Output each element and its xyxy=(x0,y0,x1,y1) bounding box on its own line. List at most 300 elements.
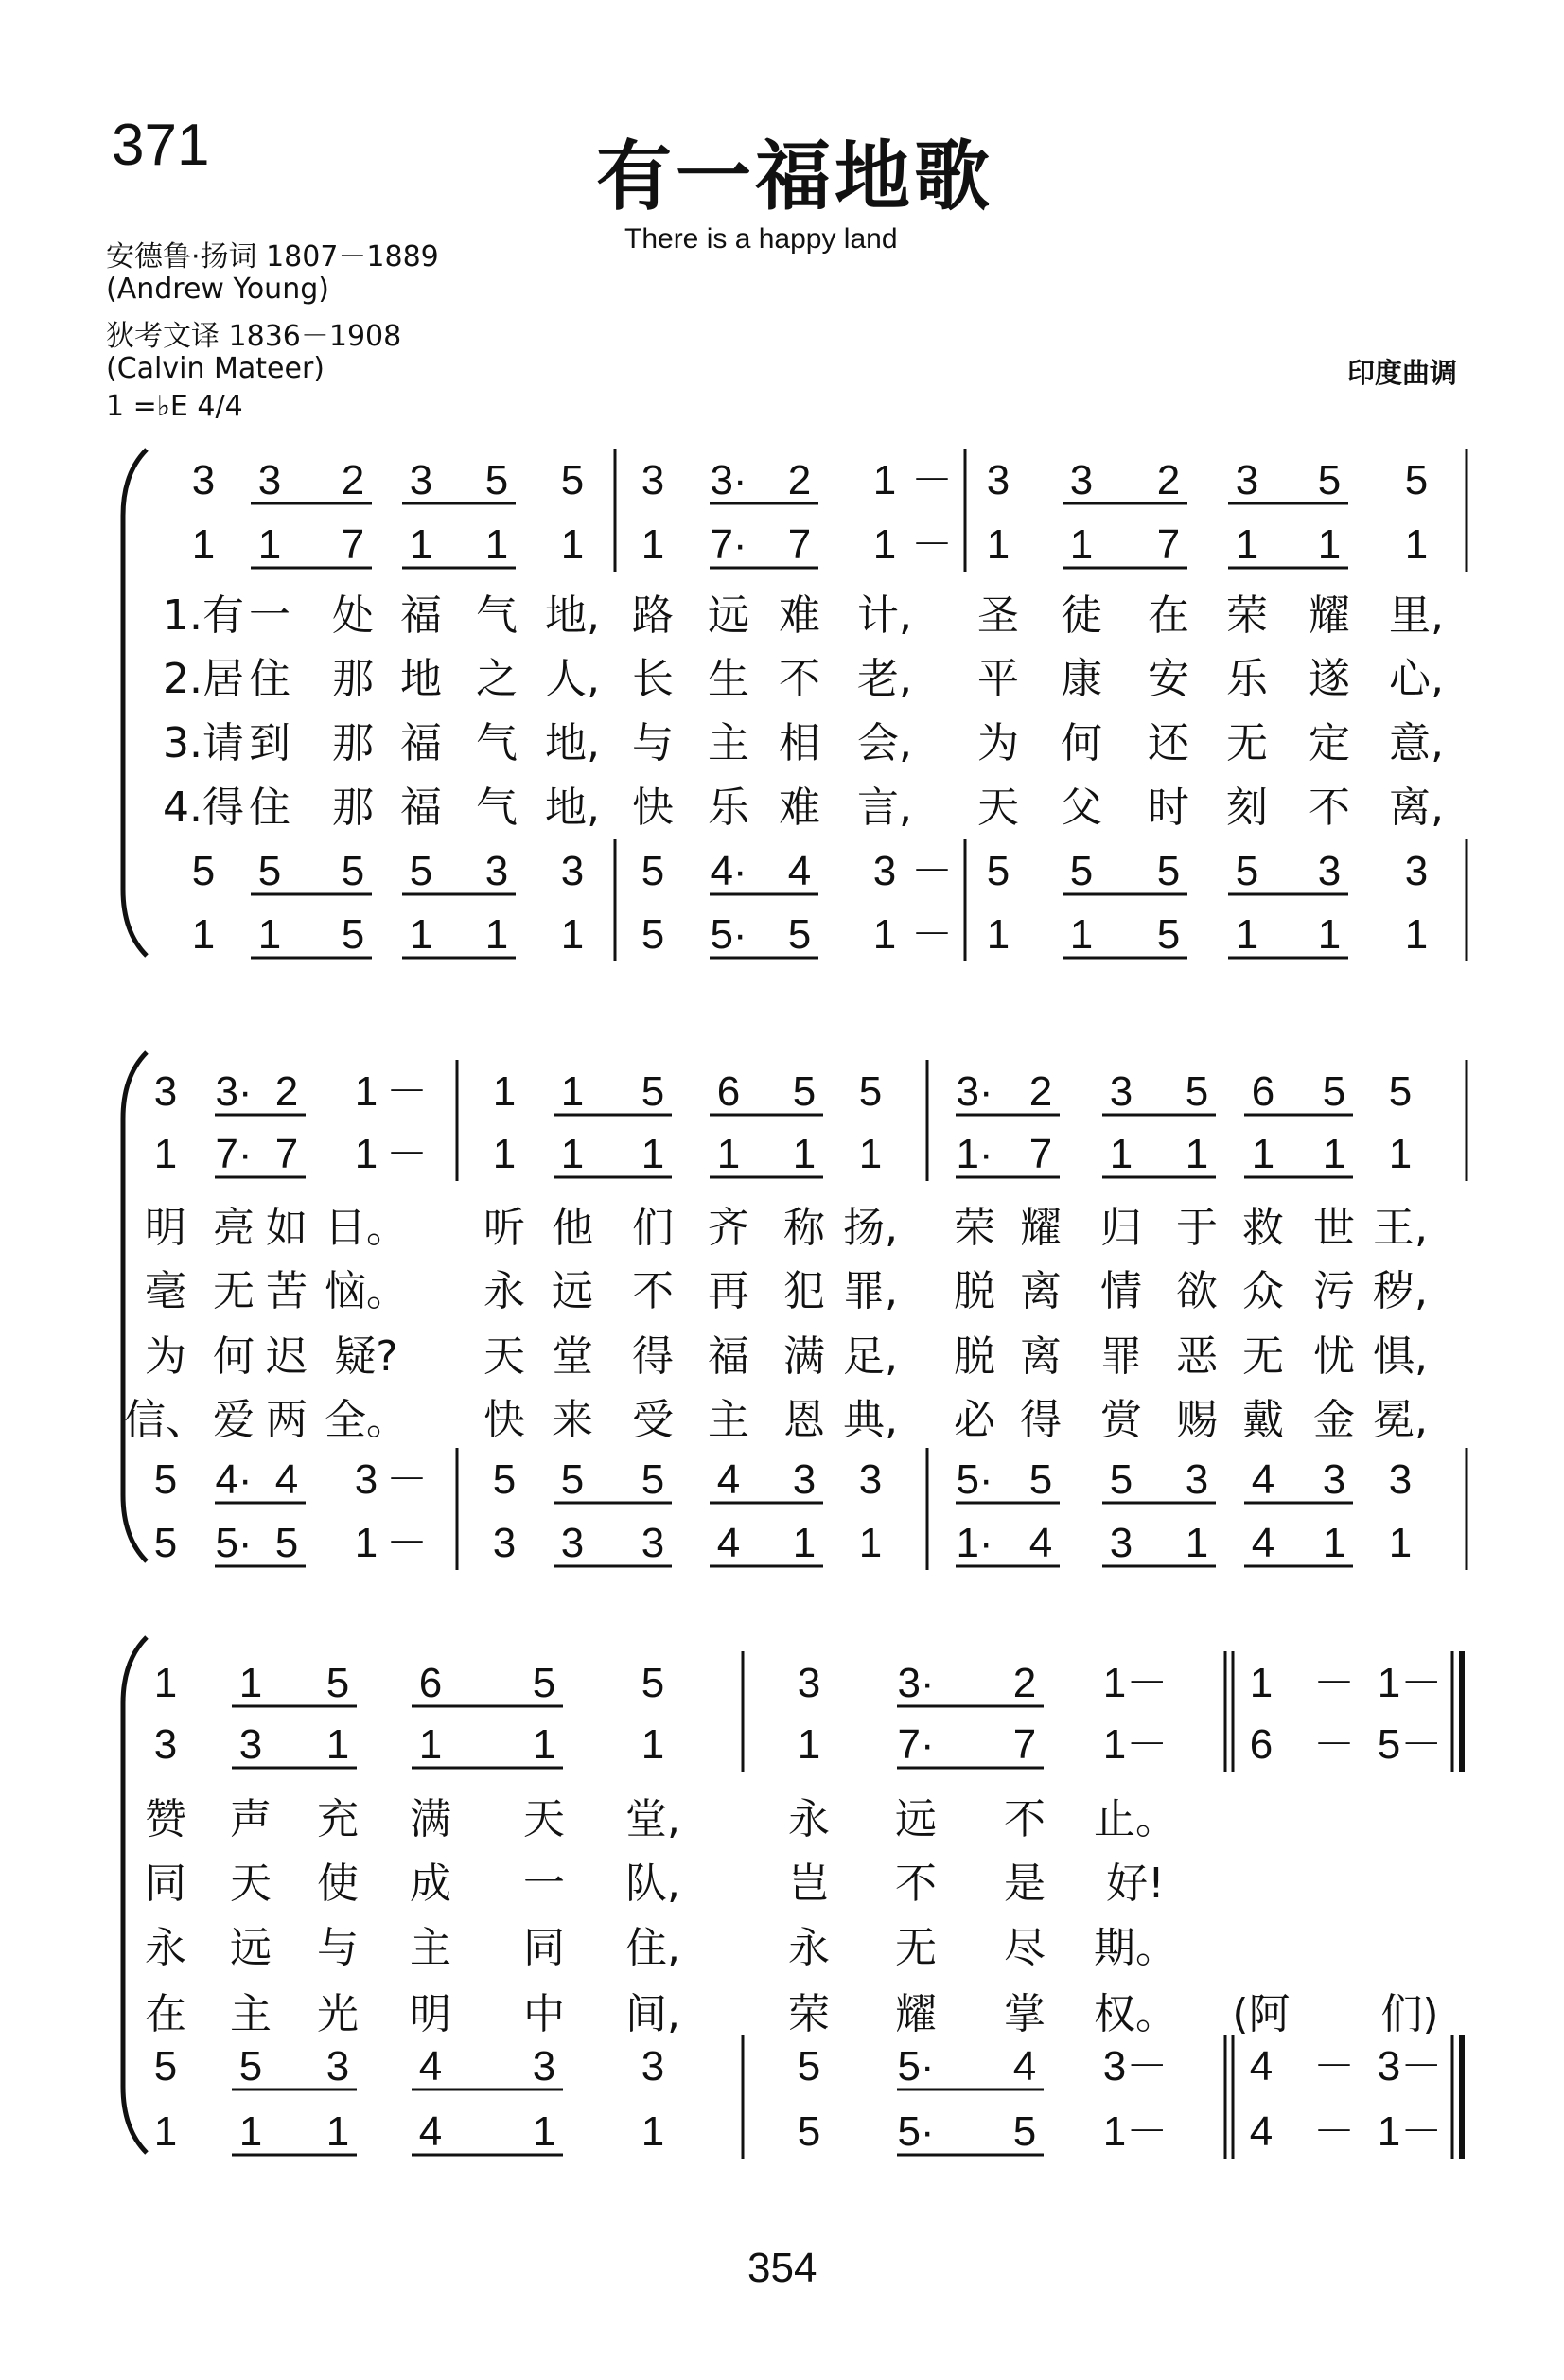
soprano-note: 3· xyxy=(215,1068,253,1115)
bass-note: 1 xyxy=(560,911,585,958)
alto-note: 1 xyxy=(641,521,665,568)
alto-note: 1－ xyxy=(1102,1721,1169,1768)
verse-1-syllable: 远 xyxy=(895,1795,937,1843)
bass-note: 1 xyxy=(1317,911,1342,958)
soprano-note: 5 xyxy=(1404,457,1429,503)
verse-1-syllable: 永 xyxy=(788,1795,830,1843)
lyricist-english-name: (Andrew Young) xyxy=(106,273,329,306)
verse-1-syllable: 荣 xyxy=(954,1204,995,1252)
verse-4-syllable: 耀 xyxy=(895,1990,937,2038)
verse-3-syllable: 福 xyxy=(400,719,442,767)
verse-1-syllable: 路 xyxy=(632,591,674,640)
tenor-note: 4· xyxy=(710,848,747,894)
verse-3-syllable: 为 xyxy=(145,1332,186,1381)
verse-4-syllable: (阿 xyxy=(1232,1990,1291,2038)
bass-note: 1 xyxy=(1235,911,1259,958)
verse-2-syllable: 遂 xyxy=(1309,655,1350,703)
verse-3-syllable: 与 xyxy=(317,1924,359,1972)
soprano-note: 3 xyxy=(797,1660,821,1706)
soprano-note: 5 xyxy=(484,457,509,503)
soprano-note: 5 xyxy=(325,1660,350,1706)
tenor-note: 5 xyxy=(641,1456,665,1503)
verse-2-syllable: 秽, xyxy=(1373,1267,1428,1315)
verse-3-syllable: 为 xyxy=(977,719,1019,767)
verse-2-syllable: 无 xyxy=(213,1267,255,1315)
soprano-note: 3· xyxy=(897,1660,935,1706)
verse-1-syllable: 止。 xyxy=(1094,1795,1177,1843)
soprano-note: 1 xyxy=(872,457,897,503)
alto-note: 1 xyxy=(560,1131,585,1177)
alto-note: 1· xyxy=(956,1131,993,1177)
bass-note: 1 xyxy=(191,911,216,958)
verse-4-syllable: 那 xyxy=(332,784,374,832)
alto-note: － xyxy=(1313,1721,1355,1768)
tenor-note: － xyxy=(1313,2043,1355,2089)
soprano-note: 3 xyxy=(409,457,433,503)
alto-note: 1 xyxy=(191,521,216,568)
verse-1-syllable: 归 xyxy=(1100,1204,1142,1252)
verse-3-syllable: 远 xyxy=(230,1924,272,1972)
verse-2-syllable: 心, xyxy=(1389,655,1444,703)
tenor-note: 4 xyxy=(1012,2043,1037,2089)
tenor-note: 5 xyxy=(492,1456,517,1503)
verse-2-syllable: 平 xyxy=(977,655,1019,703)
soprano-note: 5 xyxy=(1388,1068,1413,1115)
alto-note: 1 xyxy=(1388,1131,1413,1177)
verse-2-syllable: 生 xyxy=(708,655,749,703)
soprano-note: 1 xyxy=(238,1660,263,1706)
verse-2-syllable: 情 xyxy=(1100,1267,1142,1315)
tenor-note: 3 xyxy=(1185,1456,1209,1503)
page-number: 354 xyxy=(747,2245,817,2291)
verse-4-syllable: 刻 xyxy=(1226,784,1268,832)
bass-note: 1 xyxy=(238,2108,263,2155)
bass-note: 1 xyxy=(1388,1520,1413,1566)
bass-note: 3 xyxy=(1109,1520,1133,1566)
bass-note: 5 xyxy=(274,1520,299,1566)
translator-credit: 狄考文译 1836－1908 xyxy=(106,320,402,353)
verse-2-syllable: 岂 xyxy=(788,1860,830,1908)
verse-1-syllable: 里, xyxy=(1389,591,1444,640)
verse-3-syllable: 意, xyxy=(1389,719,1444,767)
bass-note: － xyxy=(386,1520,428,1566)
hymn-title: 有一福地歌 xyxy=(596,132,993,220)
verse-2-syllable: 远 xyxy=(552,1267,593,1315)
verse-1-syllable: 日。 xyxy=(325,1204,408,1252)
bass-note: 1 xyxy=(409,911,433,958)
verse-4-syllable: 金 xyxy=(1313,1396,1355,1444)
tenor-note: 5· xyxy=(897,2043,935,2089)
bass-note: 1 xyxy=(1069,911,1094,958)
alto-note: 1 xyxy=(532,1721,556,1768)
soprano-note: 5 xyxy=(641,1660,665,1706)
bass-note: 5 xyxy=(787,911,812,958)
verse-2-syllable: 离 xyxy=(1020,1267,1062,1315)
alto-note: 1 xyxy=(792,1131,817,1177)
verse-3-syllable: 主 xyxy=(410,1924,451,1972)
verse-1-syllable: 1.有 xyxy=(163,591,244,640)
soprano-note: 3 xyxy=(1069,457,1094,503)
alto-note: 1 xyxy=(492,1131,517,1177)
verse-1-syllable: 荣 xyxy=(1226,591,1268,640)
verse-1-syllable: 救 xyxy=(1242,1204,1284,1252)
bass-note: 1 xyxy=(153,2108,178,2155)
verse-3-syllable: 惧, xyxy=(1373,1332,1428,1381)
soprano-note: 2 xyxy=(341,457,365,503)
verse-3-syllable: 无 xyxy=(895,1924,937,1972)
alto-note: 1 xyxy=(1404,521,1429,568)
verse-1-syllable: 明 xyxy=(145,1204,186,1252)
verse-4-syllable: 中 xyxy=(523,1990,565,2038)
verse-1-syllable: 不 xyxy=(1004,1795,1046,1843)
soprano-note: 3 xyxy=(191,457,216,503)
verse-3-syllable: 还 xyxy=(1148,719,1189,767)
soprano-note: 5 xyxy=(792,1068,817,1115)
verse-2-syllable: 恼。 xyxy=(325,1267,408,1315)
verse-2-syllable: 犯 xyxy=(783,1267,825,1315)
verse-1-syllable: 赞 xyxy=(145,1795,186,1843)
verse-1-syllable: 称 xyxy=(783,1204,825,1252)
soprano-note: 5 xyxy=(641,1068,665,1115)
soprano-note: 3 xyxy=(986,457,1010,503)
verse-3-syllable: 地, xyxy=(545,719,600,767)
soprano-note: 6 xyxy=(1251,1068,1275,1115)
bass-note: 3 xyxy=(560,1520,585,1566)
verse-2-syllable: 长 xyxy=(632,655,674,703)
verse-2-syllable: 住 xyxy=(249,655,290,703)
verse-3-syllable: 恶 xyxy=(1176,1332,1218,1381)
bass-note: 1－ xyxy=(1377,2108,1443,2155)
verse-3-syllable: 无 xyxy=(1226,719,1268,767)
soprano-note: 1 xyxy=(492,1068,517,1115)
bass-note: 1 xyxy=(532,2108,556,2155)
soprano-note: 1－ xyxy=(1377,1660,1443,1706)
tenor-note: 3－ xyxy=(1102,2043,1169,2089)
tenor-note: 4 xyxy=(716,1456,741,1503)
alto-note: 7 xyxy=(1012,1721,1037,1768)
verse-2-syllable: 成 xyxy=(410,1860,451,1908)
tenor-note: 3 xyxy=(325,2043,350,2089)
tenor-note: 4 xyxy=(274,1456,299,1503)
bass-note: 1 xyxy=(1185,1520,1209,1566)
verse-4-syllable: 父 xyxy=(1061,784,1102,832)
verse-4-syllable: 快 xyxy=(632,784,674,832)
verse-4-syllable: 在 xyxy=(145,1990,186,2038)
verse-2-syllable: 是 xyxy=(1004,1860,1046,1908)
bass-note: 1 xyxy=(641,2108,665,2155)
verse-4-syllable: 受 xyxy=(632,1396,674,1444)
verse-2-syllable: 污 xyxy=(1313,1267,1355,1315)
soprano-note: 2 xyxy=(787,457,812,503)
verse-4-syllable: 住 xyxy=(249,784,290,832)
system-3-bracket xyxy=(123,1637,147,2153)
verse-4-syllable: 言, xyxy=(857,784,912,832)
verse-2-syllable: 人, xyxy=(545,655,600,703)
alto-note: 1 xyxy=(872,521,897,568)
bass-note: 1 xyxy=(792,1520,817,1566)
soprano-note: 2 xyxy=(1028,1068,1053,1115)
alto-note: 1 xyxy=(1109,1131,1133,1177)
verse-2-syllable: 天 xyxy=(230,1860,272,1908)
alto-note: 7 xyxy=(341,521,365,568)
alto-note: 1 xyxy=(418,1721,443,1768)
alto-note: 6 xyxy=(1249,1721,1274,1768)
verse-3-syllable: 堂 xyxy=(552,1332,593,1381)
verse-1-syllable: 齐 xyxy=(708,1204,749,1252)
soprano-note: 5 xyxy=(1317,457,1342,503)
tenor-note: 5 xyxy=(1109,1456,1133,1503)
bass-note: 1 xyxy=(484,911,509,958)
verse-1-syllable: 充 xyxy=(317,1795,359,1843)
system-2-bracket xyxy=(123,1052,147,1561)
soprano-note: 3 xyxy=(641,457,665,503)
translator-english-name: (Calvin Mateer) xyxy=(106,352,325,385)
verse-2-syllable: 地 xyxy=(400,655,442,703)
bass-note: 1－ xyxy=(1102,2108,1169,2155)
alto-note: 1 xyxy=(716,1131,741,1177)
verse-4-syllable: 间, xyxy=(625,1990,680,2038)
verse-2-syllable: 安 xyxy=(1148,655,1189,703)
bass-note: － xyxy=(911,911,953,958)
verse-2-syllable: 欲 xyxy=(1176,1267,1218,1315)
alto-note: 1 xyxy=(257,521,282,568)
verse-4-syllable: 明 xyxy=(410,1990,451,2038)
hymn-number: 371 xyxy=(112,113,210,178)
soprano-note: 1 xyxy=(1249,1660,1274,1706)
hymn-subtitle: There is a happy land xyxy=(624,223,898,255)
verse-2-syllable: 脱 xyxy=(954,1267,995,1315)
bass-note: 1 xyxy=(257,911,282,958)
verse-1-syllable: 在 xyxy=(1148,591,1189,640)
tenor-note: 4 xyxy=(418,2043,443,2089)
tenor-note: 3 xyxy=(1317,848,1342,894)
tenor-note: 3 xyxy=(1322,1456,1346,1503)
verse-1-syllable: 远 xyxy=(708,591,749,640)
verse-2-syllable: 苦 xyxy=(266,1267,308,1315)
alto-note: 1 xyxy=(1251,1131,1275,1177)
tenor-note: 3 xyxy=(1388,1456,1413,1503)
soprano-note: 5 xyxy=(858,1068,883,1115)
verse-1-syllable: 徒 xyxy=(1061,591,1102,640)
alto-note: 1 xyxy=(797,1721,821,1768)
verse-3-syllable: 定 xyxy=(1309,719,1350,767)
verse-2-syllable: 乐 xyxy=(1226,655,1268,703)
soprano-note: 2 xyxy=(1156,457,1181,503)
alto-note: 1 xyxy=(325,1721,350,1768)
verse-3-syllable: 满 xyxy=(783,1332,825,1381)
verse-4-syllable: 4.得 xyxy=(163,784,244,832)
verse-3-syllable: 住, xyxy=(625,1924,680,1972)
tenor-note: 5 xyxy=(341,848,365,894)
verse-1-syllable: 耀 xyxy=(1309,591,1350,640)
verse-2-syllable: 2.居 xyxy=(163,655,244,703)
soprano-note: 1 xyxy=(354,1068,378,1115)
tenor-note: 3 xyxy=(872,848,897,894)
verse-4-syllable: 不 xyxy=(1309,784,1350,832)
tenor-note: 5 xyxy=(257,848,282,894)
verse-3-syllable: 何 xyxy=(1061,719,1102,767)
bass-note: 4 xyxy=(716,1520,741,1566)
bass-note: 5· xyxy=(215,1520,253,1566)
tenor-note: 5 xyxy=(986,848,1010,894)
alto-note: 1 xyxy=(1069,521,1094,568)
verse-3-syllable: 迟 xyxy=(266,1332,308,1381)
verse-4-syllable: 难 xyxy=(779,784,820,832)
verse-2-syllable: 那 xyxy=(332,655,374,703)
tenor-note: 5 xyxy=(1028,1456,1053,1503)
verse-3-syllable: 永 xyxy=(788,1924,830,1972)
verse-4-syllable: 气 xyxy=(476,784,518,832)
tenor-note: 3 xyxy=(792,1456,817,1503)
verse-3-syllable: 期。 xyxy=(1094,1924,1177,1972)
verse-3-syllable: 尽 xyxy=(1004,1924,1046,1972)
tenor-note: 4 xyxy=(1249,2043,1274,2089)
alto-note: 1 xyxy=(1235,521,1259,568)
bass-note: 1 xyxy=(1404,911,1429,958)
verse-2-syllable: 毫 xyxy=(145,1267,186,1315)
verse-1-syllable: 气 xyxy=(476,591,518,640)
bass-note: 5 xyxy=(1156,911,1181,958)
verse-1-syllable: 如 xyxy=(266,1204,308,1252)
verse-4-syllable: 戴 xyxy=(1242,1396,1284,1444)
verse-1-syllable: 堂, xyxy=(625,1795,680,1843)
verse-2-syllable: 队, xyxy=(625,1860,680,1908)
bass-note: 4 xyxy=(418,2108,443,2155)
alto-note: 7 xyxy=(1156,521,1181,568)
verse-4-syllable: 主 xyxy=(230,1990,272,2038)
tenor-note: 4 xyxy=(1251,1456,1275,1503)
verse-4-syllable: 光 xyxy=(317,1990,359,2038)
soprano-note: 3· xyxy=(956,1068,993,1115)
verse-1-syllable: 难 xyxy=(779,591,820,640)
tenor-note: 3－ xyxy=(1377,2043,1443,2089)
bass-note: 3 xyxy=(641,1520,665,1566)
verse-4-syllable: 必 xyxy=(954,1396,995,1444)
tenor-note: 3 xyxy=(1404,848,1429,894)
verse-4-syllable: 典, xyxy=(843,1396,898,1444)
verse-4-syllable: 冕, xyxy=(1373,1396,1428,1444)
bass-note: 5 xyxy=(797,2108,821,2155)
verse-2-syllable: 使 xyxy=(317,1860,359,1908)
bass-note: 3 xyxy=(492,1520,517,1566)
system-1-bracket xyxy=(123,450,147,956)
alto-note: 1 xyxy=(1317,521,1342,568)
alto-note: 1 xyxy=(641,1131,665,1177)
verse-3-syllable: 何 xyxy=(213,1332,255,1381)
verse-3-syllable: 3.请 xyxy=(163,719,244,767)
bass-note: 5 xyxy=(341,911,365,958)
soprano-note: 5 xyxy=(532,1660,556,1706)
alto-note: 1 xyxy=(1322,1131,1346,1177)
verse-3-syllable: 罪 xyxy=(1100,1332,1142,1381)
tenor-note: 3 xyxy=(532,2043,556,2089)
verse-3-syllable: 与 xyxy=(632,719,674,767)
tenor-note: 5 xyxy=(191,848,216,894)
alto-note: 1 xyxy=(153,1131,178,1177)
soprano-note: 1 xyxy=(560,1068,585,1115)
verse-1-syllable: 他 xyxy=(552,1204,593,1252)
bass-note: 5· xyxy=(897,2108,935,2155)
soprano-note: 3· xyxy=(710,457,747,503)
verse-1-syllable: 亮 xyxy=(213,1204,255,1252)
verse-4-syllable: 福 xyxy=(400,784,442,832)
tenor-note: 5· xyxy=(956,1456,993,1503)
verse-1-syllable: 计, xyxy=(857,591,912,640)
soprano-note: 3 xyxy=(257,457,282,503)
verse-2-syllable: 同 xyxy=(145,1860,186,1908)
verse-1-syllable: 满 xyxy=(410,1795,451,1843)
verse-4-syllable: 得 xyxy=(1020,1396,1062,1444)
verse-4-syllable: 掌 xyxy=(1004,1990,1046,2038)
verse-4-syllable: 全。 xyxy=(325,1396,408,1444)
verse-2-syllable: 众 xyxy=(1242,1267,1284,1315)
soprano-note: － xyxy=(911,457,953,503)
verse-3-syllable: 同 xyxy=(523,1924,565,1972)
tenor-note: 3 xyxy=(354,1456,378,1503)
verse-4-syllable: 赏 xyxy=(1100,1396,1142,1444)
alto-note: － xyxy=(386,1131,428,1177)
alto-note: 1 xyxy=(484,521,509,568)
bass-note: 1 xyxy=(872,911,897,958)
soprano-note: － xyxy=(1313,1660,1355,1706)
verse-2-syllable: 再 xyxy=(708,1267,749,1315)
tenor-note: 4· xyxy=(215,1456,253,1503)
alto-note: 7· xyxy=(215,1131,253,1177)
verse-2-syllable: 之 xyxy=(476,655,518,703)
tenor-note: 5 xyxy=(238,2043,263,2089)
verse-4-syllable: 离, xyxy=(1389,784,1444,832)
verse-1-syllable: 一 xyxy=(249,591,290,640)
alto-note: 1 xyxy=(1185,1131,1209,1177)
soprano-note: 6 xyxy=(418,1660,443,1706)
verse-1-syllable: 处 xyxy=(332,591,374,640)
verse-2-syllable: 不 xyxy=(632,1267,674,1315)
alto-note: 7· xyxy=(710,521,747,568)
verse-1-syllable: 地, xyxy=(545,591,600,640)
bass-note: － xyxy=(1313,2108,1355,2155)
soprano-note: 1 xyxy=(153,1660,178,1706)
alto-note: 1 xyxy=(560,521,585,568)
bass-note: 1 xyxy=(354,1520,378,1566)
bass-note: 5· xyxy=(710,911,747,958)
verse-3-syllable: 得 xyxy=(632,1332,674,1381)
verse-4-syllable: 快 xyxy=(483,1396,525,1444)
alto-note: － xyxy=(911,521,953,568)
bass-note: 1 xyxy=(1322,1520,1346,1566)
verse-4-syllable: 信、 xyxy=(124,1396,207,1444)
soprano-note: 6 xyxy=(716,1068,741,1115)
bass-note: 5 xyxy=(641,911,665,958)
verse-3-syllable: 天 xyxy=(483,1332,525,1381)
soprano-note: 5 xyxy=(560,457,585,503)
tenor-note: 3 xyxy=(484,848,509,894)
verse-4-syllable: 赐 xyxy=(1176,1396,1218,1444)
lyricist-credit: 安德鲁·扬词 1807－1889 xyxy=(106,240,439,273)
verse-3-syllable: 永 xyxy=(145,1924,186,1972)
alto-note: 3 xyxy=(153,1721,178,1768)
soprano-note: 5 xyxy=(1185,1068,1209,1115)
tenor-note: 5 xyxy=(1156,848,1181,894)
verse-4-syllable: 地, xyxy=(545,784,600,832)
verse-3-syllable: 离 xyxy=(1020,1332,1062,1381)
soprano-note: 5 xyxy=(1322,1068,1346,1115)
soprano-note: 2 xyxy=(1012,1660,1037,1706)
verse-3-syllable: 那 xyxy=(332,719,374,767)
tenor-note: 4 xyxy=(787,848,812,894)
bass-note: 1 xyxy=(858,1520,883,1566)
verse-4-syllable: 时 xyxy=(1148,784,1189,832)
alto-note: 3 xyxy=(238,1721,263,1768)
